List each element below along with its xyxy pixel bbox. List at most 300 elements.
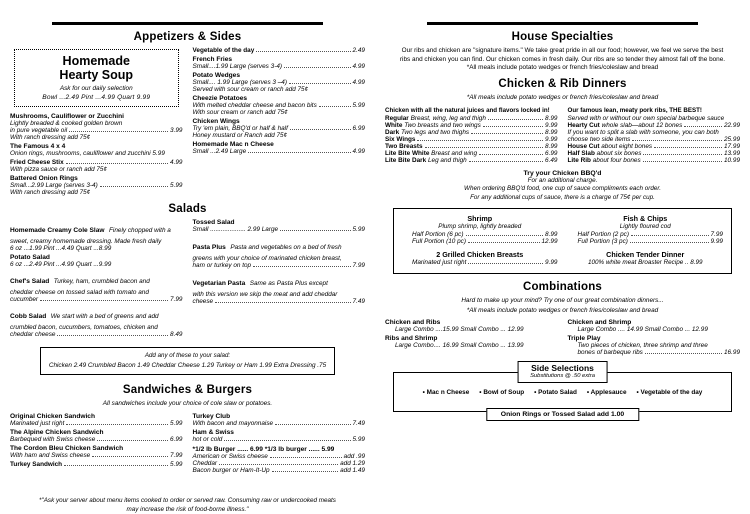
- item-name: House Cut: [567, 142, 600, 150]
- item-price: 17.99: [724, 142, 740, 150]
- menu-item: [10, 305, 183, 338]
- left-column: [0, 0, 375, 513]
- item-price-row: [10, 436, 183, 443]
- soup-subtitle: Ask for our daily selection: [59, 85, 133, 92]
- shrimp-item: [402, 214, 558, 245]
- item-price: 9.99: [710, 238, 723, 245]
- dot-leader: [643, 161, 722, 162]
- menu-item: [568, 335, 741, 356]
- item-price-row: [193, 453, 366, 460]
- item-sizes: 6 oz ...1.99 Pint ...4.49 Quart ...8.99: [10, 245, 112, 252]
- appetizers-columns: [10, 47, 365, 198]
- item-price: 8.99: [545, 142, 558, 150]
- item-price: 8.99: [545, 114, 558, 122]
- item-price: 10.99: [724, 156, 740, 164]
- menu-item: [193, 47, 366, 54]
- dot-leader: [684, 126, 722, 127]
- seafood-specialties-box: [393, 208, 732, 274]
- item-name: Regular: [385, 114, 409, 122]
- item-price: 5.99: [352, 435, 365, 443]
- sandwiches-col-2: [193, 413, 366, 476]
- item-price: 9.99: [545, 135, 558, 143]
- item-name: Cobb Salad: [10, 313, 47, 320]
- dot-leader: [483, 126, 543, 127]
- item-lead: Small .................... 2.99 Large: [192, 226, 279, 233]
- item-desc: whole slab—about 12 bones: [601, 121, 683, 129]
- item-desc: about eight bones: [601, 142, 653, 150]
- dot-leader: [289, 83, 351, 84]
- item-price: 4.99: [352, 79, 365, 86]
- specbox-row-1: [402, 214, 723, 245]
- item-price-row: [402, 259, 558, 266]
- item-price: 6.99: [545, 149, 558, 157]
- menu-item: [193, 56, 366, 70]
- item-name: Lite Bite Dark: [385, 156, 427, 164]
- item-lead: Try 'em plain, BBQ'd or half & half: [192, 125, 288, 132]
- right-top-rule: [427, 22, 698, 25]
- bbq-head: Try your Chicken BBQ'd: [523, 169, 602, 177]
- item-price-row: [568, 231, 724, 238]
- item-price-row: [402, 238, 558, 245]
- item-price-row: [385, 143, 558, 150]
- menu-item: [193, 219, 366, 233]
- item-price: 22.99: [724, 121, 740, 129]
- menu-item: [10, 143, 183, 157]
- item-price: add 1.29: [340, 459, 365, 467]
- dot-leader: [479, 154, 543, 155]
- item-lead: cheese: [192, 298, 214, 305]
- combinations-columns: [385, 319, 740, 358]
- chicken-dinners: [385, 107, 558, 164]
- item-desc: sweet, creamy homemade dressing. Made fresh daily: [10, 238, 162, 245]
- item-desc: Two pieces of chicken, three shrimp and three: [577, 342, 708, 350]
- menu-item: [193, 429, 366, 443]
- menu-item: [193, 236, 366, 269]
- chicken-rib-dinners-subtitle: *All meals include potato wedges or french fries/coleslaw and bread: [466, 93, 659, 101]
- item-price-row: [385, 129, 558, 136]
- menu-item: [10, 175, 183, 196]
- item-price-row: [10, 461, 183, 468]
- item-price: 4.99: [352, 148, 365, 155]
- item-price: 7.99: [170, 451, 183, 459]
- item-note: With ranch dressing add 75¢: [10, 134, 91, 141]
- item-price: 13.99: [724, 149, 740, 157]
- menu-item: [10, 113, 183, 141]
- item-lead: With melted cheddar cheese and bacon bits: [192, 102, 317, 109]
- item-price-row: [385, 150, 558, 157]
- item-inline-desc: Turkey, ham, crumbled bacon and: [53, 278, 150, 285]
- item-price-row: [10, 159, 183, 166]
- item-lead: Half Portion (2 pc): [577, 231, 629, 238]
- side-selections-block: [385, 363, 740, 419]
- item-price-row: [568, 157, 741, 164]
- item-price-row: [193, 460, 366, 467]
- specbox-row-2: [402, 250, 723, 267]
- item-name: Fish & Chips: [623, 214, 668, 223]
- item-lead: Half Portion (6 pc): [412, 231, 464, 238]
- side-item: • Mac n Cheese: [423, 389, 470, 396]
- menu-item: [193, 72, 366, 93]
- item-desc: about four bones: [592, 156, 641, 164]
- dot-leader: [488, 119, 543, 120]
- item-name: Pasta Plus: [192, 244, 226, 251]
- item-price: 6.49: [545, 156, 558, 164]
- item-desc: Plump shrimp, lightly breaded: [438, 223, 522, 230]
- ribs-split-note-1: If you want to split a slab with someone, you can both: [567, 128, 719, 136]
- right-column: [375, 0, 750, 455]
- item-price: 5.99: [170, 460, 183, 468]
- chicken-tender-item: [568, 250, 724, 267]
- item-price-row: [193, 102, 366, 109]
- item-price-row: [193, 262, 366, 269]
- menu-item: [10, 219, 183, 252]
- item-lead: With ham and Swiss cheese: [10, 451, 91, 459]
- item-price: 4.99: [352, 63, 365, 70]
- sandwiches-col-1: [10, 413, 183, 476]
- item-price: 8.49: [170, 331, 183, 338]
- dot-leader: [248, 152, 350, 153]
- burger-item: [193, 446, 366, 474]
- fish-chips-item: [568, 214, 724, 245]
- item-price: 8.99: [545, 128, 558, 136]
- item-name: Half Slab: [567, 149, 595, 157]
- dot-leader: [645, 353, 722, 354]
- item-lead: Small ...2.49 Large: [192, 148, 247, 155]
- item-name: Battered Onion Rings: [10, 175, 78, 182]
- item-price-row: [568, 143, 741, 150]
- item-price: 8.99: [690, 259, 703, 266]
- dot-leader: [256, 51, 350, 52]
- dot-leader: [280, 230, 350, 231]
- item-price: 7.49: [352, 419, 365, 427]
- bbq-line-2: When ordering BBQ'd food, one cup of sauce compliments each order.: [464, 185, 661, 193]
- side-selections-title: Side Selections: [531, 363, 594, 374]
- item-name: Hearty Cut: [567, 121, 600, 129]
- menu-item: [193, 95, 366, 116]
- item-desc: with this version we skip the meat and add cheddar: [192, 291, 338, 298]
- item-lead: ham or turkey on top: [192, 262, 252, 269]
- bbq-line-1: For an additional charge.: [527, 176, 598, 184]
- item-price: 12.99: [541, 238, 558, 245]
- item-price: 2.49: [352, 47, 365, 54]
- dot-leader: [66, 424, 168, 425]
- item-name: The Cordon Bleu Chicken Sandwich: [10, 444, 124, 452]
- item-name: Vegetarian Pasta: [192, 280, 246, 287]
- item-price: 7.49: [352, 298, 365, 305]
- item-desc: Two breasts and two wings: [404, 121, 481, 129]
- item-price-row: [10, 452, 183, 459]
- item-name: Two Breasts: [385, 142, 423, 150]
- menu-item: [10, 254, 183, 268]
- item-name: White: [385, 121, 403, 129]
- item-price-row: [193, 467, 366, 474]
- side-item: • Potato Salad: [534, 389, 577, 396]
- item-price: 7.99: [710, 231, 723, 238]
- item-price-row: [193, 436, 366, 443]
- menu-item: [10, 270, 183, 303]
- item-price: 3.99: [170, 127, 183, 134]
- item-price-row: [385, 136, 558, 143]
- ribs-note: Served with or without our own special barbeque sauce: [567, 114, 725, 122]
- item-price-row: [193, 79, 366, 86]
- dot-leader: [224, 440, 350, 441]
- dot-leader: [215, 302, 350, 303]
- item-note: With sour cream or ranch add 75¢: [192, 109, 288, 116]
- item-price-row: [402, 231, 558, 238]
- item-inline-desc: Pasta and vegetables on a bed of fresh: [230, 244, 342, 251]
- item-desc: Onion rings, mushrooms, cauliflower and zucchini 5.99: [10, 150, 165, 157]
- dot-leader: [69, 131, 168, 132]
- item-desc: about six bones: [596, 149, 642, 157]
- item-price: 25.99: [724, 135, 740, 143]
- burger-head: *1/2 lb Burger ...... 6.99 *1/3 lb burger ...... 5.99: [192, 445, 335, 453]
- item-name: 2 Grilled Chicken Breasts: [436, 250, 524, 259]
- combinations-title: Combinations: [522, 281, 603, 293]
- item-name: Vegetable of the day: [192, 47, 255, 54]
- item-name: French Fries: [192, 56, 233, 63]
- appetizers-col-2: [193, 47, 366, 198]
- item-name: Potato Salad: [10, 254, 50, 261]
- tender-price-line: [568, 259, 724, 266]
- menu-item: [193, 118, 366, 139]
- item-name: Potato Wedges: [192, 72, 241, 79]
- salads-col-2: [193, 219, 366, 340]
- dot-leader: [468, 242, 540, 243]
- item-price-row: [568, 136, 741, 143]
- item-price-row: [10, 127, 183, 134]
- item-desc: Lightly floured cod: [619, 223, 671, 230]
- item-name: Lite Bite White: [385, 149, 430, 157]
- left-top-rule: [52, 22, 323, 25]
- sandwiches-title: Sandwiches & Burgers: [122, 384, 253, 396]
- item-price-row: [193, 148, 366, 155]
- item-price: 5.99: [170, 182, 183, 189]
- item-price-row: [193, 47, 366, 54]
- combos-col-1: [385, 319, 558, 358]
- house-specialties-title: House Specialties: [511, 31, 614, 43]
- dot-leader: [631, 235, 709, 236]
- item-name: Lite Rib: [567, 156, 591, 164]
- item-price: 5.99: [170, 419, 183, 427]
- dot-leader: [272, 471, 339, 472]
- item-desc: crumbled bacon, cucumbers, tomatoes, chicken and: [10, 324, 158, 331]
- item-name: Chicken Wings: [192, 118, 240, 125]
- dot-leader: [40, 300, 168, 301]
- dot-leader: [468, 263, 543, 264]
- chicken-rib-dinners-title: Chicken & Rib Dinners: [498, 77, 627, 90]
- side-selections-subtitle: Substitutions @ .50 extra: [530, 372, 595, 379]
- sandwiches-subtitle: All sandwiches include your choice of cole slaw or potatoes.: [102, 400, 273, 407]
- item-inline-desc: Same as Pasta Plus except: [249, 280, 328, 287]
- item-name: Chicken Tender Dinner: [606, 250, 685, 259]
- item-price-row: [193, 125, 366, 132]
- item-lead: cheddar cheese: [10, 331, 56, 338]
- item-name: Fried Cheese Stix: [10, 159, 64, 166]
- combinations-sub-1: Hard to make up your mind? Try one of our great combination dinners...: [461, 297, 664, 304]
- item-lead: Small...2.99 Large (serves 3-4): [10, 182, 98, 189]
- item-name: Chicken and Shrimp: [567, 319, 632, 327]
- appetizers-title: Appetizers & Sides: [133, 31, 242, 43]
- dot-leader: [92, 456, 168, 457]
- item-name: Dark: [385, 128, 400, 136]
- item-price: 9.99: [545, 259, 558, 266]
- item-name: Ham & Swiss: [192, 428, 234, 436]
- item-price: 9.99: [545, 121, 558, 129]
- item-name: The Famous 4 x 4: [10, 143, 66, 150]
- item-name: Ribs and Shrimp: [385, 335, 438, 343]
- item-lead: American or Swiss cheese: [192, 452, 268, 460]
- dot-leader: [100, 186, 168, 187]
- item-name: Six Wings: [385, 135, 416, 143]
- salads-columns: [10, 219, 365, 340]
- dot-leader: [66, 163, 168, 164]
- item-desc: cheddar cheese on tossed salad with tomato and: [10, 289, 149, 296]
- combos-col-2: [568, 319, 741, 358]
- soup-name-line2: Hearty Soup: [59, 68, 134, 82]
- item-lead: bones of barbeque ribs: [577, 349, 643, 357]
- salad-addons-box: [40, 347, 335, 375]
- dot-leader: [425, 147, 544, 148]
- side-item: • Vegetable of the day: [637, 389, 703, 396]
- menu-item: [193, 141, 366, 155]
- dot-leader: [654, 147, 722, 148]
- item-inline-desc: We start with a bed of greens and add: [50, 313, 159, 320]
- menu-item: [10, 413, 183, 427]
- dot-leader: [275, 424, 350, 425]
- item-price-row: [385, 115, 558, 122]
- item-price-row: [568, 122, 741, 129]
- side-selections-tag: [517, 361, 608, 383]
- bbq-line-3: For any additional cups of sauce, there is a charge of 75¢ per cup.: [470, 194, 655, 202]
- appetizers-col-1: [10, 47, 183, 198]
- dot-leader: [643, 154, 722, 155]
- item-price-row: [568, 238, 724, 245]
- item-desc: Lightly breaded & cooked golden brown: [10, 120, 123, 127]
- item-price-row: [568, 349, 741, 356]
- item-lead: With bacon and mayonnaise: [192, 419, 274, 427]
- soup-prices: Bowl ...2.49 Pint ...4.99 Quart 9.99: [42, 94, 151, 101]
- item-note: With ranch dressing add 75¢: [10, 189, 91, 196]
- item-price-row: [10, 296, 183, 303]
- item-price-row: [193, 420, 366, 427]
- menu-item: [568, 319, 741, 333]
- item-price: 16.99: [724, 349, 740, 357]
- item-lead: Small.... 1.99 Large (serves 3 –4): [192, 79, 287, 86]
- menu-item: [10, 429, 183, 443]
- item-combo-line: Large Combo .... 14.99 Small Combo ... 12.99: [577, 326, 708, 334]
- grilled-chicken-item: [402, 250, 558, 267]
- item-price: 7.99: [352, 262, 365, 269]
- item-name: Tossed Salad: [192, 219, 235, 226]
- item-inline-desc: Finely chopped with a: [109, 227, 171, 234]
- dot-leader: [471, 133, 543, 134]
- menu-item: [193, 413, 366, 427]
- dot-leader: [97, 440, 168, 441]
- dot-leader: [219, 464, 338, 465]
- menu-item: [10, 461, 183, 468]
- item-lead: Cheddar: [192, 459, 218, 467]
- item-lead: 100% white meat Broaster Recipe ..: [588, 259, 689, 266]
- dot-leader: [466, 235, 544, 236]
- item-name: Chicken and Ribs: [385, 319, 441, 327]
- item-name: Original Chicken Sandwich: [10, 412, 96, 420]
- item-name: Triple Play: [567, 335, 601, 343]
- item-price: 5.99: [352, 226, 365, 233]
- menu-item: [385, 335, 558, 349]
- item-combo-line: Large Combo.... 16.99 Small Combo ... 13.99: [395, 342, 524, 350]
- ribs-head: Our famous lean, meaty pork ribs, THE BEST!: [567, 106, 702, 114]
- item-price-row: [10, 420, 183, 427]
- item-desc: Leg and thigh: [427, 156, 467, 164]
- item-desc: Two legs and two thighs: [401, 128, 470, 136]
- dot-leader: [284, 67, 351, 68]
- item-lead: hot or cold: [192, 435, 223, 443]
- addons-title: Add any of these to your salad:: [144, 352, 231, 359]
- item-price-row: [193, 63, 366, 70]
- dot-leader: [632, 140, 722, 141]
- menu-item: [193, 272, 366, 305]
- soup-name-line1: Homemade: [62, 54, 130, 68]
- item-combo-line: Large Combo ....15.99 Small Combo ... 12.99: [395, 326, 524, 334]
- item-name: Turkey Sandwich: [10, 460, 63, 468]
- item-note: Honey mustard or Ranch add 75¢: [192, 132, 288, 139]
- dot-leader: [270, 457, 342, 458]
- item-name: The Alpine Chicken Sandwich: [10, 428, 104, 436]
- item-price: 6.99: [170, 435, 183, 443]
- item-lead: Full Portion (10 pc): [412, 238, 466, 245]
- homemade-soup-box: [14, 49, 179, 107]
- item-lead: Full Portion (3 pc): [577, 238, 628, 245]
- sandwiches-columns: [10, 413, 365, 476]
- item-price: 6.99: [352, 125, 365, 132]
- item-sizes: 6 oz ...2.49 Pint ...4.99 Quart ...9.99: [10, 261, 112, 268]
- side-item: • Bowl of Soup: [479, 389, 524, 396]
- item-name: Chef's Salad: [10, 278, 50, 285]
- addons-line: Chicken 2.49 Crumbled Bacon 1.49 Cheddar Cheese 1.29 Turkey or Ham 1.99 Extra Dressing .75: [48, 362, 327, 369]
- menu-item: [10, 159, 183, 173]
- dot-leader: [57, 335, 168, 336]
- chicken-head: Chicken with all the natural juices and flavors locked in!: [385, 106, 550, 114]
- dot-leader: [290, 129, 351, 130]
- menu-item: [385, 319, 558, 333]
- item-price-row: [193, 226, 366, 233]
- bbq-note-block: [385, 170, 740, 203]
- item-desc: Breast and wing: [431, 149, 477, 157]
- side-selections-footer: Onion Rings or Tossed Salad add 1.00: [486, 408, 639, 421]
- salads-col-1: [10, 219, 183, 340]
- rib-dinners: [568, 107, 741, 164]
- item-name: Turkey Club: [192, 412, 231, 420]
- dot-leader: [630, 242, 709, 243]
- item-lead: Bacon burger or Ham-It-Up: [192, 466, 270, 474]
- item-name: Cheezie Potatoes: [192, 95, 248, 102]
- item-price: 4.99: [170, 159, 183, 166]
- item-price-row: [385, 122, 558, 129]
- dot-leader: [319, 106, 351, 107]
- item-lead: Barbequed with Swiss cheese: [10, 435, 96, 443]
- item-price-row: [385, 157, 558, 164]
- item-price-row: [568, 150, 741, 157]
- item-name: Mushrooms, Cauliflower or Zucchini: [10, 113, 124, 120]
- item-lead: Marinated just right: [412, 259, 467, 266]
- item-price: add .99: [343, 452, 365, 460]
- item-desc: choose two side items: [567, 135, 631, 143]
- item-price: 8.99: [545, 231, 558, 238]
- side-item: • Applesauce: [587, 389, 627, 396]
- item-name: Homemade Creamy Cole Slaw: [10, 227, 105, 234]
- item-lead: cucumber: [10, 296, 39, 303]
- item-lead: Small....1.99 Large (serves 3-4): [192, 63, 283, 70]
